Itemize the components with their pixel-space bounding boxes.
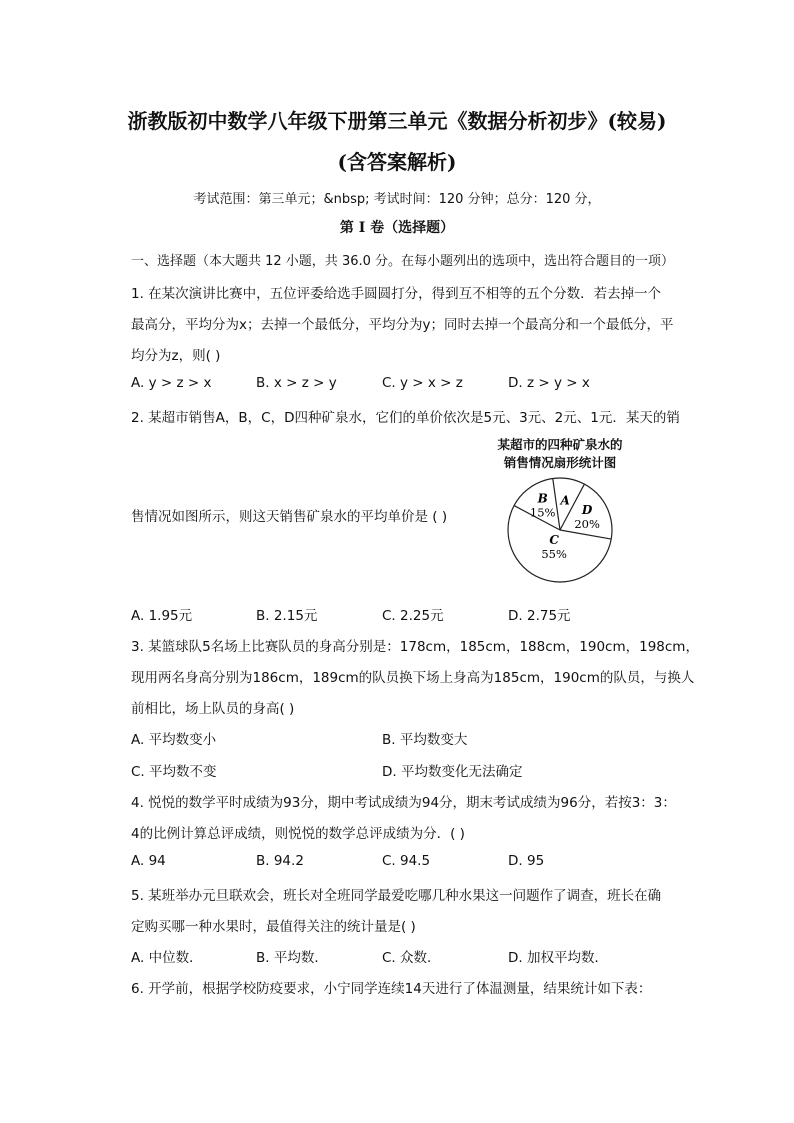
q5-option-b[interactable]: B. 平均数．	[256, 950, 328, 966]
q2-option-c[interactable]: C. 2.25元	[382, 608, 444, 624]
q5-line-1: 5. 某班举办元旦联欢会，班长对全班同学最爱吃哪几种水果这一问题作了调查，班长在确	[131, 888, 662, 904]
q2-option-d[interactable]: D. 2.75元	[508, 608, 571, 624]
q1-option-c[interactable]: C. y > x > z	[382, 375, 463, 391]
q3-line-3: 前相比，场上队员的身高( )	[131, 701, 295, 717]
pie-value-d: 20%	[574, 516, 600, 531]
pie-label-d: D	[581, 502, 593, 517]
pie-label-a: A	[560, 493, 570, 508]
pie-title	[480, 436, 640, 472]
q1-option-a[interactable]: A. y > z > x	[131, 375, 212, 391]
exam-meta: 考试范围：第三单元；&nbsp; 考试时间：120 分钟；总分：120 分，	[193, 192, 601, 207]
q4-option-d[interactable]: D. 95	[508, 853, 545, 869]
q2-line-1: 2. 某超市销售A，B，C，D四种矿泉水，它们的单价依次是5元、3元、2元、1元．某天的销	[131, 410, 680, 426]
doc-title-line2: (含答案解析)	[337, 150, 457, 174]
q5-option-c[interactable]: C. 众数．	[382, 950, 441, 966]
q3-option-c[interactable]: C. 平均数不变	[131, 764, 217, 780]
q3-line-2: 现用两名身高分别为186cm，189cm的队员换下场上身高为185cm，190cm的队员，与换人	[131, 670, 695, 686]
q4-option-b[interactable]: B. 94.2	[256, 853, 304, 869]
q3-option-d[interactable]: D. 平均数变化无法确定	[382, 764, 523, 780]
q5-option-a[interactable]: A. 中位数．	[131, 950, 203, 966]
volume-heading: 第 I 卷（选择题）	[339, 220, 455, 236]
q1-line-1: 1. 在某次演讲比赛中，五位评委给选手圆圆打分，得到互不相等的五个分数．若去掉一个	[131, 286, 662, 302]
q2-option-b[interactable]: B. 2.15元	[256, 608, 318, 624]
pie-label-b: B	[537, 491, 548, 506]
q4-line-2: 4的比例计算总评成绩，则悦悦的数学总评成绩为分．( )	[131, 826, 465, 842]
pie-title-line-2: 销售情况扇形统计图	[503, 455, 617, 470]
q2-line-2: 售情况如图所示，则这天销售矿泉水的平均单价是 ( )	[131, 509, 448, 525]
section-title-text: 一、选择题（本大题共 12 小题，共 36.0 分。在每小题列出的选项中，选出符合题目的一项）	[131, 254, 675, 269]
pie-value-b: 15%	[529, 505, 556, 520]
doc-title-line1: 浙教版初中数学八年级下册第三单元《数据分析初步》(较易)	[127, 109, 667, 133]
q4-option-c[interactable]: C. 94.5	[382, 853, 431, 869]
pie-chart	[480, 436, 640, 586]
q1-line-2: 最高分，平均分为x；去掉一个最低分，平均分为y；同时去掉一个最高分和一个最低分，平	[131, 317, 674, 333]
pie-svg	[480, 472, 640, 584]
q1-option-d[interactable]: D. z > y > x	[508, 375, 590, 391]
q1-option-b[interactable]: B. x > z > y	[256, 375, 337, 391]
q6-line-1: 6. 开学前，根据学校防疫要求，小宁同学连续14天进行了体温测量，结果统计如下表：	[131, 981, 652, 997]
q4-option-a[interactable]: A. 94	[131, 853, 166, 869]
q2-option-a[interactable]: A. 1.95元	[131, 608, 193, 624]
q5-line-2: 定购买哪一种水果时，最值得关注的统计量是( )	[131, 919, 416, 935]
q3-option-a[interactable]: A. 平均数变小	[131, 732, 217, 748]
q4-line-1: 4. 悦悦的数学平时成绩为93分，期中考试成绩为94分，期末考试成绩为96分，若按3：3：	[131, 795, 676, 811]
q3-line-1: 3. 某篮球队5名场上比赛队员的身高分别是：178cm，185cm，188cm，190cm，198cm，	[131, 639, 699, 655]
q3-option-b[interactable]: B. 平均数变大	[382, 732, 468, 748]
q5-option-d[interactable]: D. 加权平均数．	[508, 950, 608, 966]
pie-label-c: C	[549, 533, 559, 548]
pie-title-line-1: 某超市的四种矿泉水的	[497, 437, 623, 452]
section-title	[131, 250, 674, 269]
q1-line-3: 均分为z，则( )	[131, 348, 221, 364]
pie-value-c: 55%	[541, 547, 567, 562]
